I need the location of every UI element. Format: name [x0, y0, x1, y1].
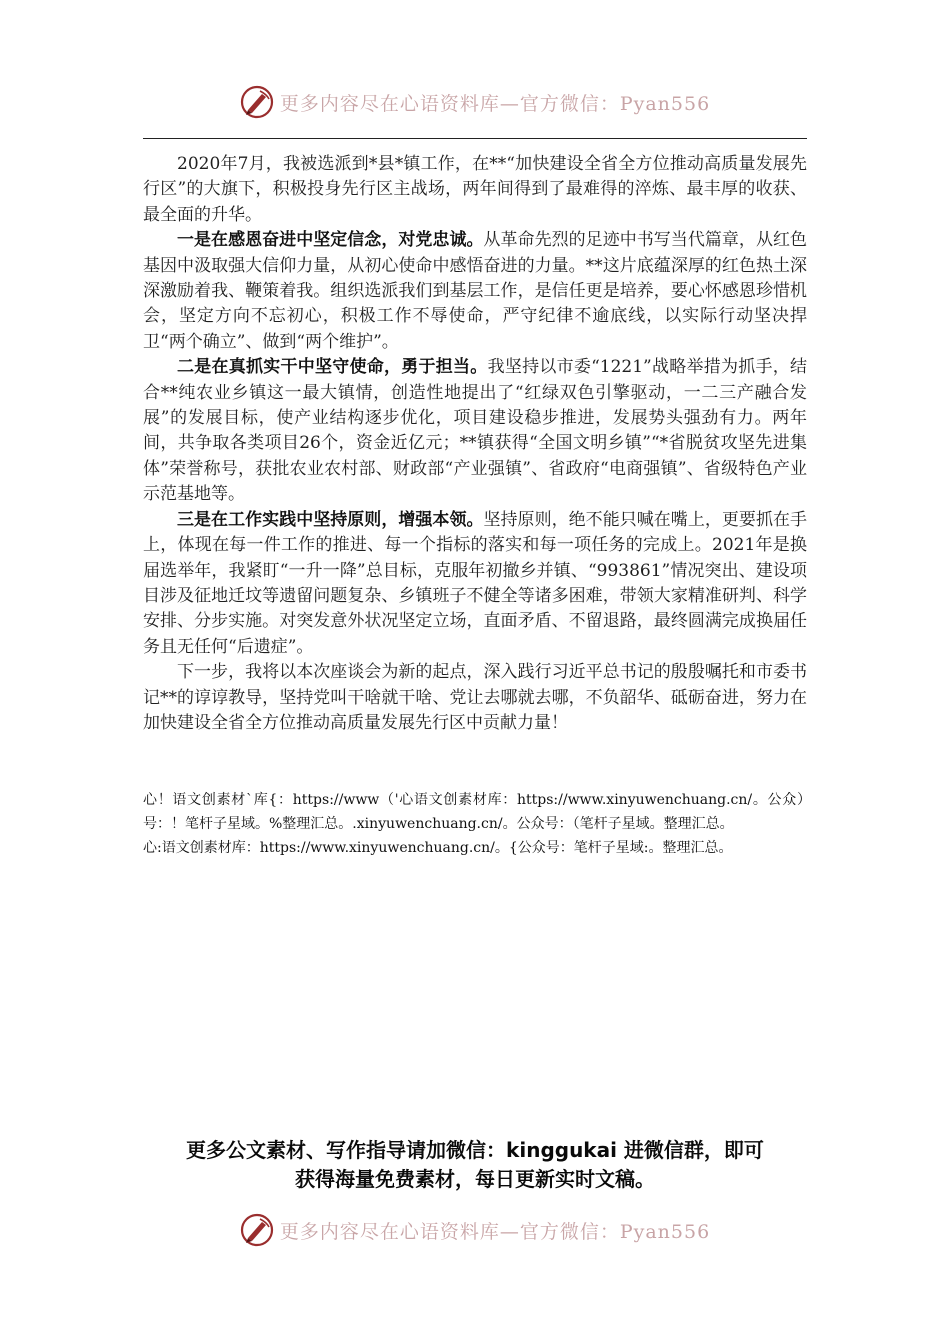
- paragraph-lead: 一是在感恩奋进中坚定信念，对党忠诚。: [177, 230, 484, 251]
- header-divider: [143, 138, 807, 139]
- paragraph-text: 下一步，我将以本次座谈会为新的起点，深入践行习近平总书记的殷殷嘱托和市委书记**的谆谆教导，坚持党叫干啥就干啥、党让去哪就去哪，不负韶华、砥砺奋进，努力在加快建设全省全方位推动高质量发展先行区中贡献力量！: [143, 662, 807, 733]
- watermark-line: 心！语文创素材`库{：https://www（'心语文创素材库：https://www.xinyuwenchuang.cn/。公众）号：！笔杆子星域。%整理汇总。.xinyuwenchuang.cn/。公众号：（笔杆子星域。整理汇总。: [143, 792, 811, 832]
- source-watermark: [143, 788, 811, 860]
- paragraph-text: 2020年7月，我被选派到*县*镇工作，在**“加快建设全省全方位推动高质量发展先行区”的大旗下，积极投身先行区主战场，两年间得到了最难得的淬炼、最丰厚的收获、最全面的升华。: [143, 154, 807, 225]
- paragraph-conclusion: [143, 660, 807, 736]
- promo-notice: [100, 1136, 850, 1194]
- paragraph-text: 我坚持以市委“1221”战略举措为抓手，结合**纯农业乡镇这一最大镇情，创造性地提出了“红绿双色引擎驱动，一二三产融合发展”的发展目标，使产业结构逐步优化，项目建设稳步推进，发展势头强劲有力。两年间，共争取各类项目26个，资金近亿元；**镇获得“全国文明乡镇”“*省脱贫攻坚先进集体”荣誉称号，获批农业农村部、财政部“产业强镇”、省政府“电商强镇”、省级特色产业示范基地等。: [143, 357, 807, 505]
- pen-logo-icon: [240, 1213, 274, 1247]
- article-body: [143, 152, 807, 736]
- paragraph-intro: [143, 152, 807, 228]
- footer-banner: [0, 1208, 950, 1252]
- header-banner-text: 更多内容尽在心语资料库—官方微信：Pyan556: [279, 92, 711, 115]
- watermark-line: 心:语文创素材库：https://www.xinyuwenchuang.cn/。{公众号：笔杆子星域:。整理汇总。: [143, 840, 733, 856]
- paragraph-lead: 三是在工作实践中坚持原则，增强本领。: [177, 509, 484, 530]
- header-banner: [0, 80, 950, 124]
- paragraph-text: 坚持原则，绝不能只喊在嘴上，更要抓在手上，体现在每一件工作的推进、每一个指标的落实和每一项任务的完成上。2021年是换届选举年，我紧盯“一升一降”总目标，克服年初撤乡并镇、“993861”情况突出、建设项目涉及征地迁坟等遗留问题复杂、乡镇班子不健全等诸多困难，带领大家精准研判、科学安排、分步实施。对突发意外状况坚定立场，直面矛盾、不留退路，最终圆满完成换届任务且无任何“后遗症”。: [143, 509, 807, 657]
- promo-line: 更多公文素材、写作指导请加微信：kinggukai 进微信群，即可: [186, 1138, 764, 1162]
- pen-logo-icon: [240, 85, 274, 119]
- paragraph-point-3: [143, 508, 807, 660]
- paragraph-text: 从革命先烈的足迹中书写当代篇章，从红色基因中汲取强大信仰力量，从初心使命中感悟奋进的力量。**这片底蕴深厚的红色热土深深激励着我、鞭策着我。组织选派我们到基层工作，是信任更是培养，要心怀感恩珍惜机会，坚定方向不忘初心，积极工作不辱使命，严守纪律不逾底线，以实际行动坚决捍卫“两个确立”、做到“两个维护”。: [143, 230, 807, 352]
- footer-banner-text: 更多内容尽在心语资料库—官方微信：Pyan556: [279, 1220, 711, 1243]
- promo-line: 获得海量免费素材，每日更新实时文稿。: [295, 1167, 655, 1191]
- paragraph-lead: 二是在真抓实干中坚守使命，勇于担当。: [177, 357, 488, 378]
- paragraph-point-2: [143, 355, 807, 507]
- paragraph-point-1: [143, 228, 807, 355]
